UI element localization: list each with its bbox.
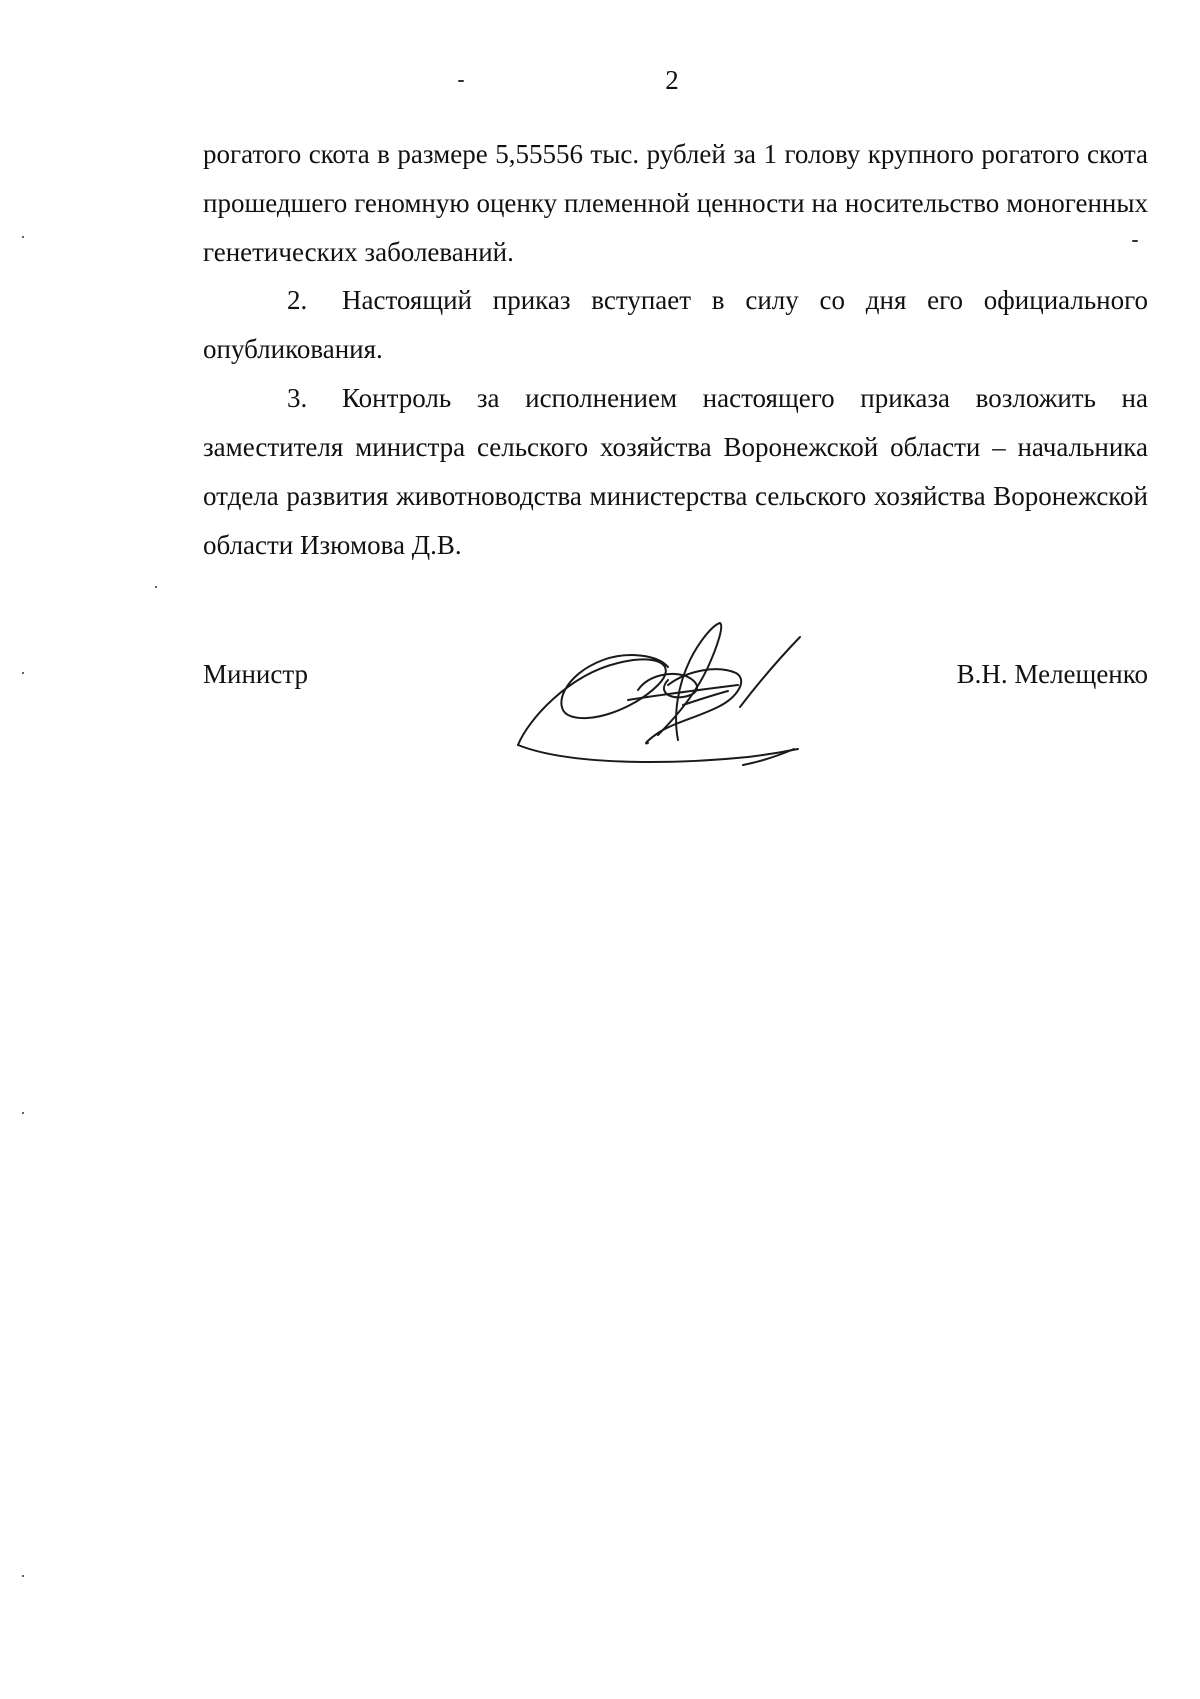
page-number: 2 [665, 65, 679, 95]
item-2-number: 2. [287, 285, 308, 315]
scan-speck [1132, 240, 1138, 242]
item-2-paragraph [203, 276, 1148, 374]
item-3-text: Контроль за исполнением настоящего приказа возложить на заместителя министра сельского хозяйства Воронежской области – начальника отдела развития животноводства министерства сельского хозяйства Воронежской области Изюмова Д.В. [203, 383, 1148, 560]
signatory-name: В.Н. Мелещенко [956, 659, 1148, 689]
scan-speck [22, 672, 24, 674]
signatory-role: Министр [203, 659, 308, 689]
scan-speck [458, 80, 464, 82]
scan-speck [22, 236, 24, 238]
scan-speck [22, 1112, 24, 1114]
continuation-paragraph: рогатого скота в размере 5,55556 тыс. рублей за 1 голову крупного рогатого скота прошедшего геномную оценку племенной ценности на носительство моногенных генетических заболеваний. [203, 139, 1148, 267]
scan-speck [22, 1575, 24, 1577]
item-3-paragraph [203, 374, 1148, 570]
item-3-number: 3. [287, 383, 308, 413]
handwritten-signature [508, 615, 828, 775]
item-2-text: Настоящий приказ вступает в силу со дня его официального опубликования. [203, 285, 1148, 364]
scan-speck [155, 586, 157, 588]
